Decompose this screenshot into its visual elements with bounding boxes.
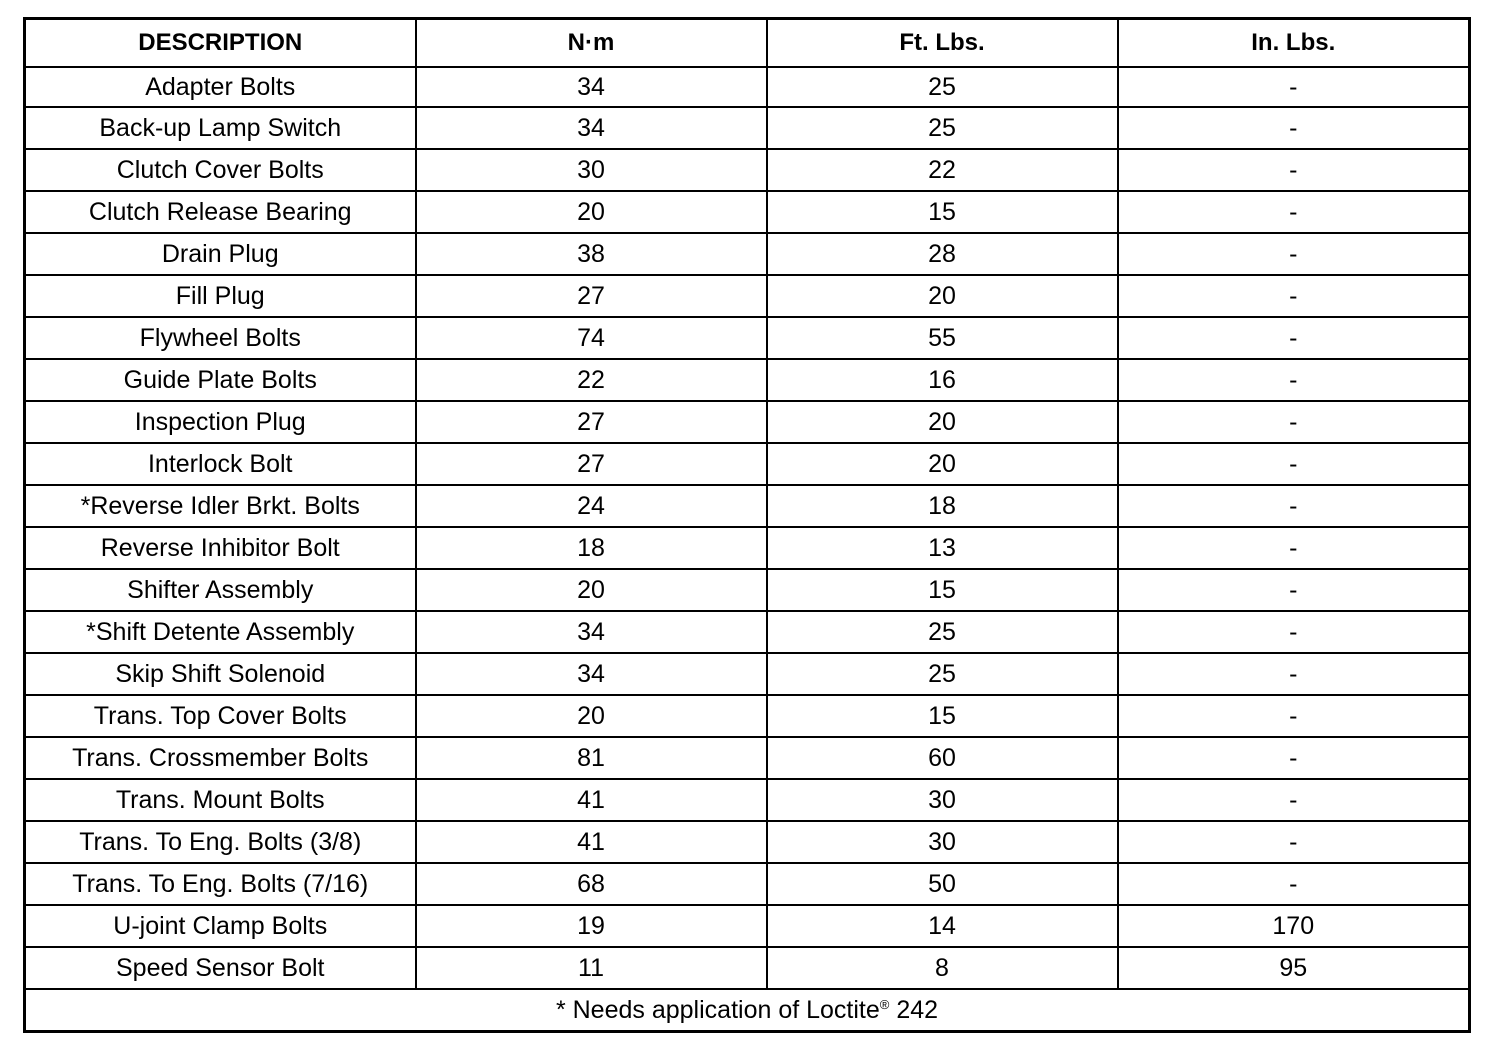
table-row xyxy=(25,401,1470,443)
table-footer xyxy=(25,989,1470,1032)
table-header xyxy=(25,19,1470,68)
in-lbs-cell: - xyxy=(1118,695,1470,737)
ft-lbs-cell: 30 xyxy=(767,779,1118,821)
table-row xyxy=(25,191,1470,233)
table-row xyxy=(25,275,1470,317)
in-lbs-cell: - xyxy=(1118,611,1470,653)
nm-cell: 19 xyxy=(416,905,767,947)
table-row xyxy=(25,779,1470,821)
table-row xyxy=(25,527,1470,569)
description-cell: Speed Sensor Bolt xyxy=(25,947,416,989)
table-row xyxy=(25,905,1470,947)
nm-cell: 30 xyxy=(416,149,767,191)
in-lbs-cell: - xyxy=(1118,67,1470,107)
description-cell: Guide Plate Bolts xyxy=(25,359,416,401)
ft-lbs-cell: 15 xyxy=(767,695,1118,737)
description-cell: Adapter Bolts xyxy=(25,67,416,107)
ft-lbs-cell: 15 xyxy=(767,191,1118,233)
description-cell: U-joint Clamp Bolts xyxy=(25,905,416,947)
ft-lbs-cell: 25 xyxy=(767,653,1118,695)
description-cell: *Shift Detente Assembly xyxy=(25,611,416,653)
in-lbs-cell: 170 xyxy=(1118,905,1470,947)
description-cell: Inspection Plug xyxy=(25,401,416,443)
table-row xyxy=(25,359,1470,401)
description-cell: Drain Plug xyxy=(25,233,416,275)
torque-spec-table xyxy=(23,17,1471,1033)
description-cell: Skip Shift Solenoid xyxy=(25,653,416,695)
nm-cell: 11 xyxy=(416,947,767,989)
footnote-text: * Needs application of Loctite xyxy=(555,995,880,1024)
table-row xyxy=(25,317,1470,359)
in-lbs-cell: - xyxy=(1118,779,1470,821)
nm-cell: 34 xyxy=(416,67,767,107)
registered-mark: ® xyxy=(879,996,890,1012)
in-lbs-cell: - xyxy=(1118,863,1470,905)
nm-cell: 22 xyxy=(416,359,767,401)
footnote-suffix: 242 xyxy=(889,995,939,1024)
in-lbs-cell: - xyxy=(1118,653,1470,695)
description-cell: Trans. To Eng. Bolts (7/16) xyxy=(25,863,416,905)
ft-lbs-cell: 28 xyxy=(767,233,1118,275)
ft-lbs-cell: 18 xyxy=(767,485,1118,527)
nm-cell: 41 xyxy=(416,779,767,821)
ft-lbs-cell: 25 xyxy=(767,67,1118,107)
ft-lbs-cell: 20 xyxy=(767,275,1118,317)
nm-cell: 38 xyxy=(416,233,767,275)
footnote-row xyxy=(25,989,1470,1032)
table-row xyxy=(25,233,1470,275)
ft-lbs-cell: 25 xyxy=(767,107,1118,149)
table-row xyxy=(25,611,1470,653)
table-row xyxy=(25,821,1470,863)
column-header-in-lbs: In. Lbs. xyxy=(1118,19,1470,68)
nm-cell: 18 xyxy=(416,527,767,569)
nm-cell: 20 xyxy=(416,191,767,233)
table-row xyxy=(25,485,1470,527)
table-row xyxy=(25,67,1470,107)
nm-cell: 34 xyxy=(416,107,767,149)
ft-lbs-cell: 16 xyxy=(767,359,1118,401)
description-cell: Fill Plug xyxy=(25,275,416,317)
ft-lbs-cell: 20 xyxy=(767,443,1118,485)
nm-cell: 81 xyxy=(416,737,767,779)
column-header-ft-lbs: Ft. Lbs. xyxy=(767,19,1118,68)
description-cell: Trans. To Eng. Bolts (3/8) xyxy=(25,821,416,863)
nm-cell: 68 xyxy=(416,863,767,905)
in-lbs-cell: - xyxy=(1118,527,1470,569)
description-cell: Shifter Assembly xyxy=(25,569,416,611)
ft-lbs-cell: 20 xyxy=(767,401,1118,443)
nm-cell: 34 xyxy=(416,611,767,653)
description-cell: Reverse Inhibitor Bolt xyxy=(25,527,416,569)
in-lbs-cell: - xyxy=(1118,485,1470,527)
table-row xyxy=(25,443,1470,485)
ft-lbs-cell: 60 xyxy=(767,737,1118,779)
description-cell: Trans. Mount Bolts xyxy=(25,779,416,821)
description-cell: Flywheel Bolts xyxy=(25,317,416,359)
table-row xyxy=(25,107,1470,149)
in-lbs-cell: - xyxy=(1118,191,1470,233)
in-lbs-cell: - xyxy=(1118,317,1470,359)
table-row xyxy=(25,653,1470,695)
nm-cell: 20 xyxy=(416,569,767,611)
in-lbs-cell: - xyxy=(1118,401,1470,443)
nm-cell: 41 xyxy=(416,821,767,863)
ft-lbs-cell: 50 xyxy=(767,863,1118,905)
nm-cell: 74 xyxy=(416,317,767,359)
table-row xyxy=(25,737,1470,779)
table-row xyxy=(25,149,1470,191)
table-row xyxy=(25,947,1470,989)
nm-cell: 20 xyxy=(416,695,767,737)
ft-lbs-cell: 15 xyxy=(767,569,1118,611)
header-row xyxy=(25,19,1470,68)
table-body xyxy=(25,67,1470,989)
ft-lbs-cell: 14 xyxy=(767,905,1118,947)
footnote xyxy=(25,989,1470,1032)
in-lbs-cell: - xyxy=(1118,359,1470,401)
in-lbs-cell: - xyxy=(1118,233,1470,275)
table-row xyxy=(25,863,1470,905)
in-lbs-cell: - xyxy=(1118,149,1470,191)
nm-cell: 27 xyxy=(416,401,767,443)
in-lbs-cell: - xyxy=(1118,107,1470,149)
in-lbs-cell: 95 xyxy=(1118,947,1470,989)
ft-lbs-cell: 30 xyxy=(767,821,1118,863)
table-row xyxy=(25,569,1470,611)
ft-lbs-cell: 55 xyxy=(767,317,1118,359)
nm-cell: 27 xyxy=(416,443,767,485)
nm-cell: 24 xyxy=(416,485,767,527)
description-cell: Clutch Cover Bolts xyxy=(25,149,416,191)
ft-lbs-cell: 25 xyxy=(767,611,1118,653)
ft-lbs-cell: 22 xyxy=(767,149,1118,191)
description-cell: Interlock Bolt xyxy=(25,443,416,485)
description-cell: Trans. Crossmember Bolts xyxy=(25,737,416,779)
column-header-nm: N·m xyxy=(416,19,767,68)
in-lbs-cell: - xyxy=(1118,737,1470,779)
description-cell: *Reverse Idler Brkt. Bolts xyxy=(25,485,416,527)
in-lbs-cell: - xyxy=(1118,275,1470,317)
column-header-description: DESCRIPTION xyxy=(25,19,416,68)
ft-lbs-cell: 8 xyxy=(767,947,1118,989)
nm-cell: 34 xyxy=(416,653,767,695)
description-cell: Back-up Lamp Switch xyxy=(25,107,416,149)
nm-cell: 27 xyxy=(416,275,767,317)
description-cell: Clutch Release Bearing xyxy=(25,191,416,233)
in-lbs-cell: - xyxy=(1118,443,1470,485)
ft-lbs-cell: 13 xyxy=(767,527,1118,569)
in-lbs-cell: - xyxy=(1118,821,1470,863)
in-lbs-cell: - xyxy=(1118,569,1470,611)
description-cell: Trans. Top Cover Bolts xyxy=(25,695,416,737)
table-row xyxy=(25,695,1470,737)
